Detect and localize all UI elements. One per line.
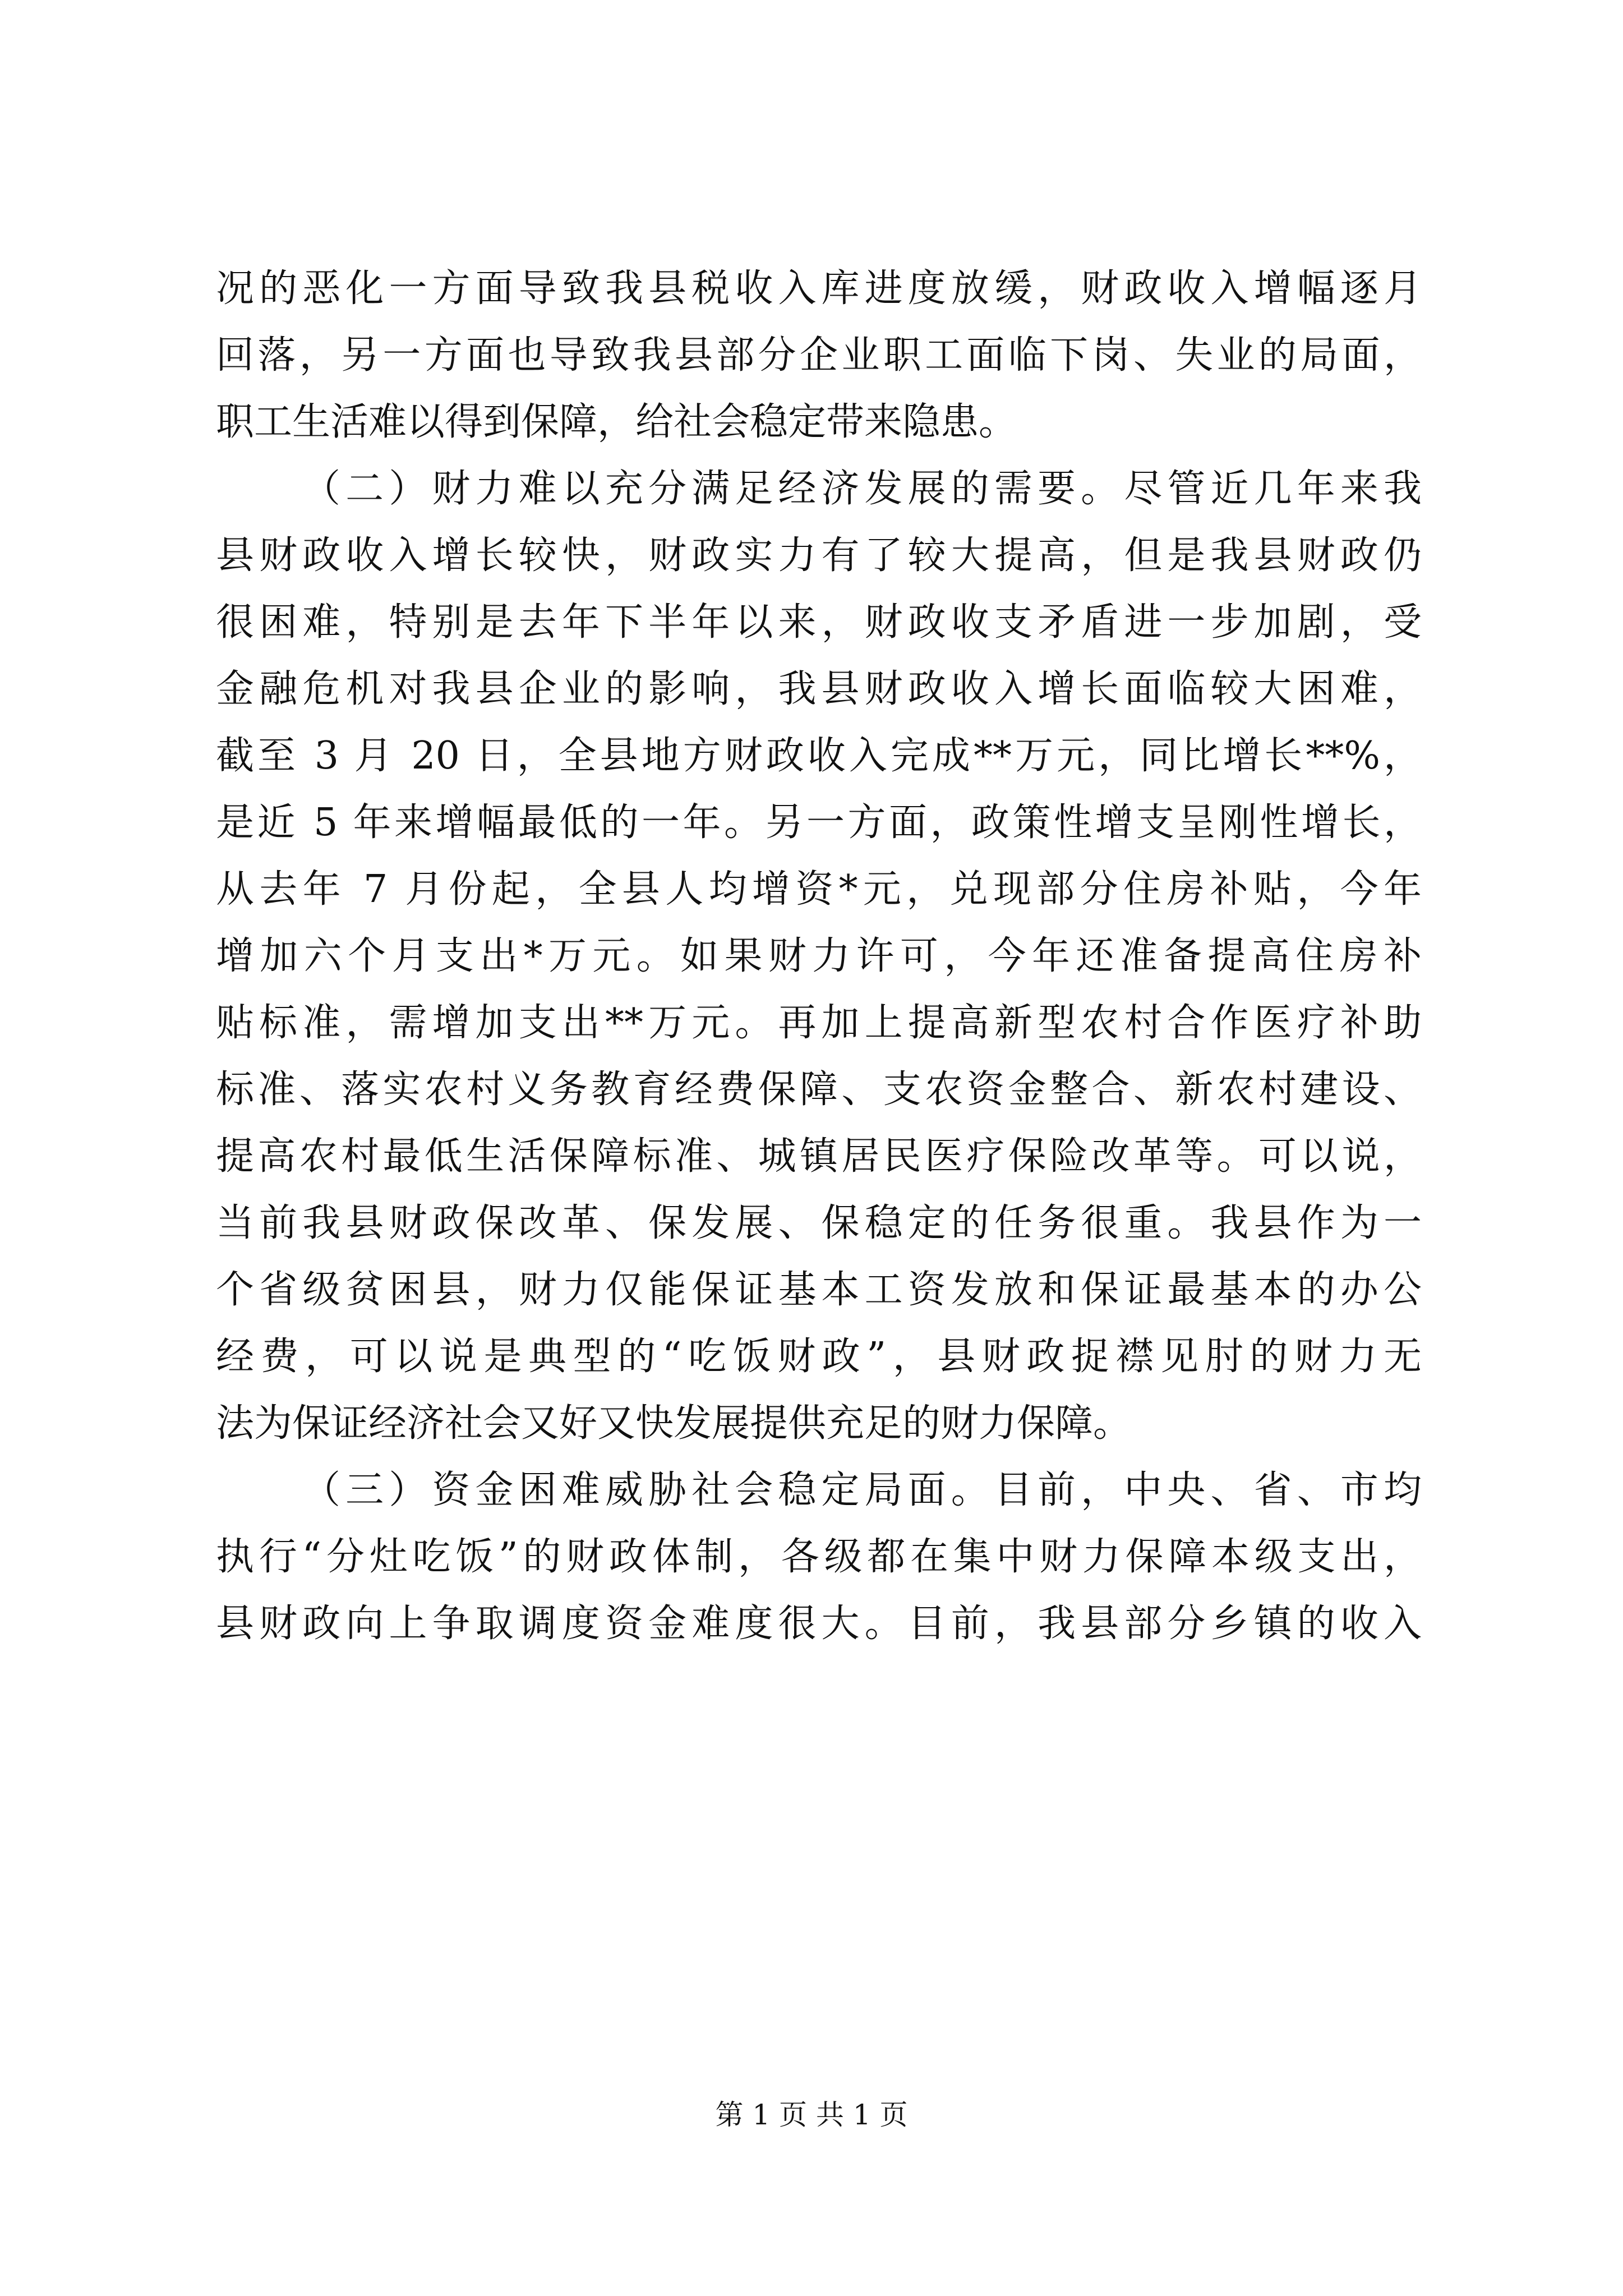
text-line: 是近 5 年来增幅最低的一年。另一方面，政策性增支呈刚性增长， — [216, 800, 1422, 845]
text-line: 职工生活难以得到保障，给社会稳定带来隐患。 — [216, 400, 1017, 444]
text-line: 提高农村最低生活保障标准、城镇居民医疗保险改革等。可以说， — [216, 1134, 1422, 1179]
text-line: 况的恶化一方面导致我县税收入库进度放缓，财政收入增幅逐月 — [216, 266, 1422, 311]
text-line: 增加六个月支出*万元。如果财力许可，今年还准备提高住房补 — [216, 934, 1422, 978]
page-number-label: 第 1 页 共 1 页 — [715, 2099, 908, 2131]
text-line: 县财政向上争取调度资金难度很大。目前，我县部分乡镇的收入 — [216, 1602, 1422, 1646]
text-line: 个省级贫困县，财力仅能保证基本工资发放和保证最基本的办公 — [216, 1268, 1422, 1312]
text-line: 金融危机对我县企业的影响，我县财政收入增长面临较大困难， — [216, 667, 1422, 711]
text-line: 贴标准，需增加支出**万元。再加上提高新型农村合作医疗补助 — [216, 1001, 1422, 1045]
text-line: 经费，可以说是典型的“吃饭财政”，县财政捉襟见肘的财力无 — [216, 1335, 1422, 1379]
text-line: 回落，另一方面也导致我县部分企业职工面临下岗、失业的局面， — [216, 333, 1422, 378]
text-line: 法为保证经济社会又好又快发展提供充足的财力保障。 — [216, 1401, 1132, 1446]
text-line: （二）财力难以充分满足经济发展的需要。尽管近几年来我 — [302, 467, 1422, 511]
document-body — [216, 255, 1422, 1657]
text-line: 县财政收入增长较快，财政实力有了较大提高，但是我县财政仍 — [216, 533, 1422, 578]
text-line: 标准、落实农村义务教育经费保障、支农资金整合、新农村建设、 — [216, 1068, 1422, 1112]
text-line: （三）资金困难威胁社会稳定局面。目前，中央、省、市均 — [302, 1468, 1422, 1512]
paragraph — [216, 255, 1422, 455]
text-line: 执行“分灶吃饭”的财政体制，各级都在集中财力保障本级支出， — [216, 1535, 1422, 1579]
text-line: 很困难，特别是去年下半年以来，财政收支矛盾进一步加剧，受 — [216, 600, 1422, 645]
text-line: 从去年 7 月份起，全县人均增资*元，兑现部分住房补贴，今年 — [216, 867, 1422, 912]
page-footer — [0, 2095, 1623, 2134]
paragraph — [216, 455, 1422, 1457]
paragraph — [216, 1457, 1422, 1657]
text-line: 截至 3 月 20 日，全县地方财政收入完成**万元，同比增长**%， — [216, 734, 1422, 778]
text-line: 当前我县财政保改革、保发展、保稳定的任务很重。我县作为一 — [216, 1201, 1422, 1245]
